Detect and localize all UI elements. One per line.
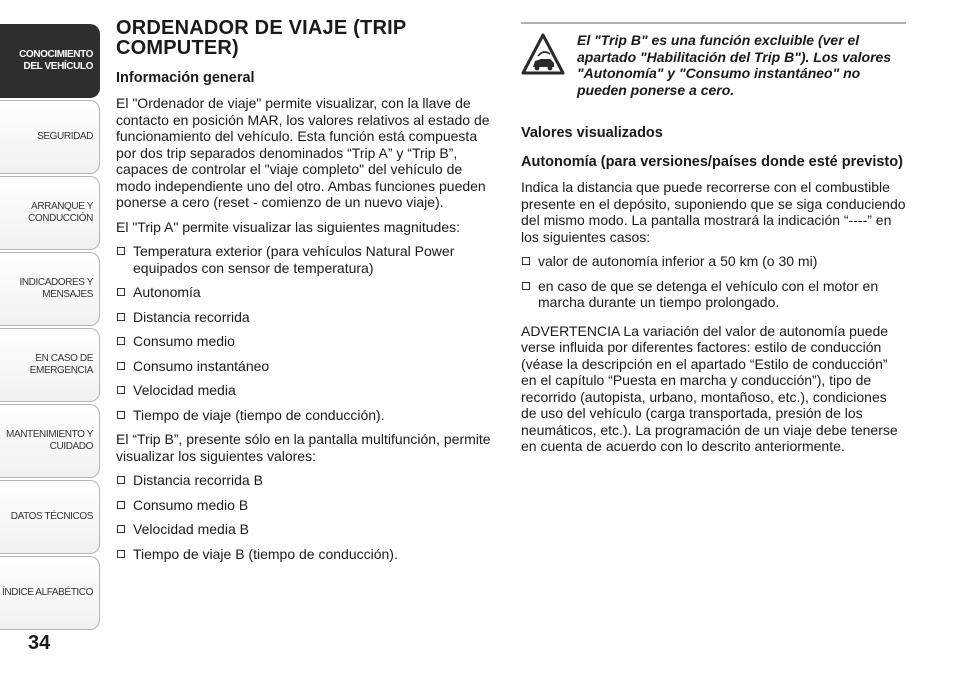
tab-label: ÍNDICE ALFABÉTICO	[1, 587, 93, 598]
list-item: Velocidad media	[116, 382, 498, 399]
tab-label: SEGURIDAD	[37, 131, 93, 142]
warning-rule	[521, 22, 906, 24]
tab-indicadores-y-mensajes[interactable]	[0, 252, 100, 326]
page-title-line: ORDENADOR DE VIAJE (TRIP	[116, 17, 407, 39]
paragraph-autonomy: Indica la distancia que puede recorrerse con el combustible presente en el depósito, suponiendo que se siga conduciendo del mismo modo. La pantalla mostrará la indicación “----” en los siguientes casos:	[521, 179, 906, 245]
tab-indice-alfabetico[interactable]	[0, 556, 100, 630]
list-item: Distancia recorrida B	[116, 472, 498, 489]
tab-label: MANTENIMIENTO Y	[6, 429, 93, 440]
paragraph-tripa-intro: El "Trip A" permite visualizar las siguientes magnitudes:	[116, 218, 461, 235]
page-title-line: COMPUTER)	[116, 37, 239, 59]
autonomy-list	[521, 253, 906, 311]
list-item: Consumo medio B	[116, 497, 498, 514]
tab-label: CUIDADO	[49, 441, 93, 452]
left-column	[116, 18, 498, 570]
tripa-list	[116, 243, 498, 423]
page-number: 34	[28, 632, 51, 654]
tab-en-caso-de-emergencia[interactable]	[0, 328, 100, 402]
tab-label: DATOS TÉCNICOS	[10, 511, 93, 522]
warning-text: El "Trip B" es una función excluible (ver el apartado "Habilitación del Trip B"). Los valores "Autonomía" y "Consumo instantáneo" no pueden ponerse a cero.	[577, 32, 892, 98]
paragraph-advertencia: ADVERTENCIA La variación del valor de autonomía puede verse influida por diferentes factores: estilo de conducción (véase la descripción en el apartado “Estilo de conducción” en el capítulo “Puesta en marcha y conducción”), tipo de recorrido (autopista, urbano, montañoso, etc.), condiciones de uso del vehículo (carga transportada, presión de los neumáticos, etc.). La programación de un viaje debe tenerse en cuenta de acuerdo con lo descrito anteriormente.	[521, 322, 898, 454]
tab-label: MENSAJES	[42, 289, 93, 300]
tab-label: ARRANQUE Y	[31, 201, 93, 212]
tab-label: EN CASO DE	[35, 353, 93, 364]
tripb-list	[116, 472, 498, 562]
tab-seguridad[interactable]	[0, 100, 100, 174]
section-heading-general: Información general	[116, 70, 255, 86]
list-item: Temperatura exterior (para vehículos Natural Power equipados con sensor de temperatura)	[116, 243, 498, 276]
tab-datos-tecnicos[interactable]	[0, 480, 100, 554]
tab-label: DEL VEHÍCULO	[23, 61, 93, 72]
tab-mantenimiento-y-cuidado[interactable]	[0, 404, 100, 478]
list-item: Velocidad media B	[116, 521, 498, 538]
section-heading-autonomy: Autonomía (para versiones/países donde esté previsto)	[521, 154, 903, 170]
tab-label: EMERGENCIA	[29, 365, 93, 376]
warning-triangle-car-icon	[521, 32, 565, 76]
tab-arranque-y-conduccion[interactable]	[0, 176, 100, 250]
list-item: valor de autonomía inferior a 50 km (o 30 mi)	[521, 253, 906, 270]
list-item: Consumo instantáneo	[116, 358, 498, 375]
right-column	[521, 125, 906, 463]
paragraph-general: El "Ordenador de viaje" permite visualizar, con la llave de contacto en posición MAR, los valores relativos al estado de funcionamiento del vehículo. Esta función está compuesta por dos trip separados denominados “Trip A” y “Trip B”, capaces de controlar el "viaje completo" del vehículo de modo independiente uno del otro. Ambas funciones pueden ponerse a cero (reset - comienzo de un nuevo viaje).	[116, 95, 490, 210]
list-item: Tiempo de viaje B (tiempo de conducción).	[116, 546, 498, 563]
tab-conocimiento-del-vehiculo[interactable]	[0, 24, 100, 98]
list-item: Consumo medio	[116, 333, 498, 350]
list-item: Autonomía	[116, 284, 498, 301]
page-title	[116, 18, 498, 58]
paragraph-tripb-intro: El “Trip B”, presente sólo en la pantalla multifunción, permite visualizar los siguientes valores:	[116, 431, 491, 464]
tab-label: CONDUCCIÓN	[28, 213, 93, 224]
warning-box	[521, 32, 906, 98]
list-item: en caso de que se detenga el vehículo con el motor en marcha durante un tiempo prolongado.	[521, 278, 906, 311]
tab-label: CONOCIMIENTO	[19, 49, 93, 60]
list-item: Distancia recorrida	[116, 309, 498, 326]
section-heading-values: Valores visualizados	[521, 125, 663, 141]
list-item: Tiempo de viaje (tiempo de conducción).	[116, 407, 498, 424]
tab-label: INDICADORES Y	[19, 277, 93, 288]
